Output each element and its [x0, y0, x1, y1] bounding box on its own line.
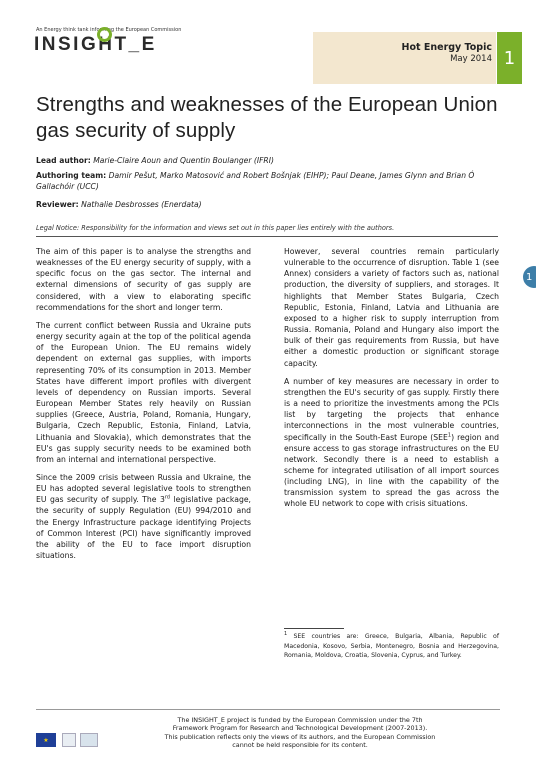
page-title: Strengths and weaknesses of the European Union gas security of supply [36, 93, 498, 142]
topic-date: May 2014 [450, 54, 492, 64]
paragraph-measures: A number of key measures are necessary in order to strengthen the EU's security of gas supply. Firstly there is a need to prioritize the investments among the PCIs list by targeting the projects that enhance interconnections in the most vulnerable countries, specifically in the South-East Europe (SEE$^1$) region and ensure access to gas storage infrastructures on the EU network. Secondly there is a need to establish a scheme for integrated utilisation of all import sources (including LNG), in line with the capability of the transmission system to spread the gas across the whole EU network to cope with crisis situations. [284, 376, 499, 509]
header-divider [36, 236, 498, 237]
authoring-team-label: Authoring team: [36, 171, 107, 180]
footnote-reference[interactable]: 1 [447, 431, 452, 438]
side-page-badge: 1 [523, 266, 536, 288]
research-logo-icon [80, 733, 98, 747]
legal-notice: Legal Notice: Responsibility for the information and views set out in this paper lies entirely with the authors. [36, 224, 395, 232]
body-column-left [36, 246, 251, 568]
reviewer-line [36, 199, 500, 210]
topic-label: Hot Energy Topic [401, 42, 492, 53]
reviewer-label: Reviewer: [36, 200, 79, 209]
paragraph-aim: The aim of this paper is to analyse the strengths and weaknesses of the EU energy security of supply, with a specific focus on the gas sector. The internal and external dimensions of security of gas supply are considered, with a view to elaborating specific recommendations for the short and longer term. [36, 247, 251, 312]
insight-e-logo: INSIGHT_E [34, 34, 157, 55]
lead-author-names: Marie-Claire Aoun and Quentin Boulanger (IFRI) [93, 156, 274, 165]
body-column-right [284, 246, 499, 517]
page-number: 1 [497, 32, 522, 84]
lead-author-label: Lead author: [36, 156, 91, 165]
paragraph-conflict: The current conflict between Russia and Ukraine puts energy security again at the top of the political agenda of the European Union. The EU remains widely dependent on external gas supplies, with imports representing 70% of its consumption in 2013. Member States have different import profiles with divergent levels of dependency on Russian imports. Several European Member States rely heavily on Russian supplies (Greece, Austria, Poland, Romania, Hungary, Bulgaria, Czech Republic, Estonia, Finland, Latvia, Lithuania and Slovakia), which demonstrates that the EU's gas supply security needs to be examined both from an internal and international perspective. [36, 320, 251, 464]
paragraph-vulnerability: However, several countries remain particularly vulnerable to the occurrence of disruption. Table 1 (see Annex) considers a variety of factors such as, national production, the diversity of suppliers, and storages. It highlights that Member States Bulgaria, Czech Republic, Estonia, Finland, Latvia and Lithuania are exposed to a higher risk to supply interruption from Russia. Romania, Poland and Hungary also import the bulk of their gas requirements from Russia, but have either a domestic production or significant storage capacity. [284, 247, 499, 368]
footnote-divider [284, 628, 344, 629]
funding-notice: The INSIGHT_E project is funded by the European Commission under the 7th Framework Program for Research and Technological Development (2007-2013). This publication reflects only the views of its authors, and the European Commission cannot be held responsible for its content. [164, 716, 436, 750]
authoring-team-names: Damir Pešut, Marko Matosović and Robert Bošnjak (EIHP); Paul Deane, James Glynn and Brian Ó Gallachóir (UCC) [36, 171, 475, 191]
reviewer-name: Nathalie Desbrosses (Enerdata) [81, 200, 202, 209]
paragraph-legislation: Since the 2009 crisis between Russia and Ukraine, the EU has adopted several legislative tools to strengthen EU gas security of supply. The 3rd legislative package, the security of supply Regulation (EU) 994/2010 and the Energy Infrastructure package identifying Projects of Common Interest (PCI) have significantly improved the ability of the EU to face import disruption situations. [36, 472, 251, 561]
logo-tagline: An Energy think tank informing the European Commission [36, 27, 182, 33]
authoring-team-line [36, 170, 500, 192]
footnote: $^1$ SEE countries are: Greece, Bulgaria, Albania, Republic of Macedonia, Kosovo, Serbia, Montenegro, Bosnia and Herzegovina, Romania, Moldova, Croatia, Slovenia, Cyprus, and Turkey. [284, 630, 499, 660]
lead-author-line [36, 155, 500, 166]
eu-flag-icon: ★ [36, 733, 56, 747]
logo-ring-icon [97, 27, 112, 42]
footer-divider [36, 709, 500, 710]
fp7-logo-icon [62, 733, 76, 747]
